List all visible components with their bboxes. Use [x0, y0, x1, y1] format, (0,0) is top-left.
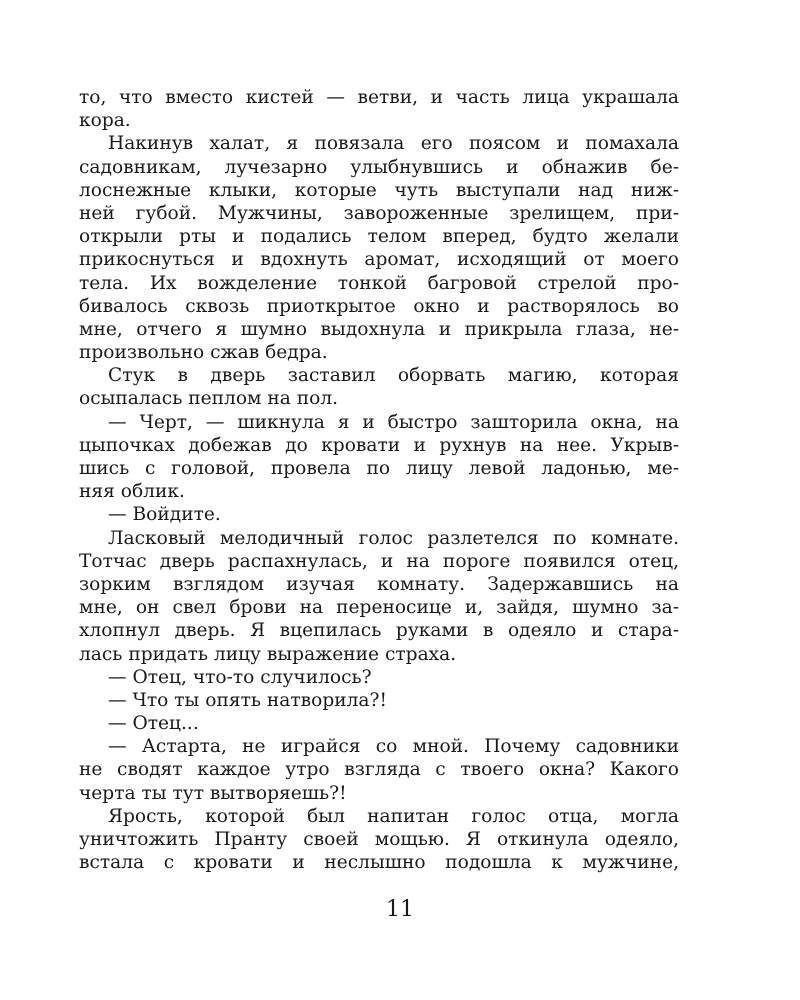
- text-line: мне, он свел брови на переносице и, зайдя, шумно за-: [79, 597, 679, 619]
- text-line: встала с кровати и неслышно подошла к мужчине,: [79, 852, 679, 874]
- text-line: уничтожить Пранту своей мощью. Я откинула одеяло,: [79, 829, 679, 850]
- text-line: Стук в дверь заставил оборвать магию, которая: [108, 365, 679, 387]
- text-line: зорким взглядом изучая комнату. Задержавшись на: [79, 573, 679, 595]
- text-line: осыпалась пеплом на пол.: [79, 388, 339, 410]
- text-line: мне, отчего я шумно выдохнула и прикрыла глаза, не-: [79, 318, 679, 340]
- text-line: ней губой. Мужчины, завороженные зрелищем, при-: [79, 202, 679, 224]
- text-line: лась придать лицу выражение страха.: [79, 643, 457, 665]
- text-line: няя облик.: [79, 481, 185, 503]
- text-line: прикоснуться и вдохнуть аромат, исходящий от моего: [79, 249, 679, 271]
- text-line: бивалось сквозь приоткрытое окно и растворялось во: [79, 295, 679, 317]
- text-line: — Что ты опять натворила?!: [108, 689, 387, 711]
- text-line: то, что вместо кистей — ветви, и часть лица украшала: [79, 87, 679, 108]
- text-line: Накинув халат, я повязала его поясом и помахала: [108, 133, 679, 155]
- body-text: [79, 86, 679, 874]
- text-line: садовникам, лучезарно улыбнувшись и обнажив бе-: [79, 156, 679, 178]
- text-line: Тотчас дверь распахнулась, и на пороге появился отец,: [79, 550, 679, 572]
- text-line: — Черт, — шикнула я и быстро зашторила окна, на: [108, 411, 679, 433]
- text-line: — Отец, что-то случилось?: [108, 666, 372, 688]
- text-line: Ярость, которой был напитан голос отца, могла: [108, 805, 679, 827]
- text-line: шись с головой, провела по лицу левой ладонью, ме-: [79, 458, 679, 479]
- text-line: цыпочках добежав до кровати и рухнув на нее. Укрыв-: [79, 434, 679, 456]
- text-line: не сводят каждое утро взгляда с твоего окна? Какого: [79, 759, 679, 781]
- text-line: произвольно сжав бедра.: [79, 342, 328, 364]
- text-line: тела. Их вожделение тонкой багровой стрелой про-: [79, 272, 679, 294]
- text-line: — Отец...: [108, 713, 199, 735]
- text-line: — Войдите.: [108, 504, 221, 526]
- text-line: лоснежные клыки, которые чуть выступали над ниж-: [79, 179, 679, 201]
- text-line: открыли рты и подались телом вперед, будто желали: [79, 226, 679, 248]
- text-line: черта ты тут вытворяешь?!: [79, 782, 347, 804]
- text-line: кора.: [79, 110, 131, 132]
- text-line: Ласковый мелодичный голос разлетелся по комнате.: [108, 527, 679, 549]
- text-line: хлопнул дверь. Я вцепилась руками в одеяло и стара-: [79, 620, 679, 642]
- page-number: 11: [386, 897, 414, 922]
- text-line: — Астарта, не играйся со мной. Почему садовники: [108, 736, 679, 758]
